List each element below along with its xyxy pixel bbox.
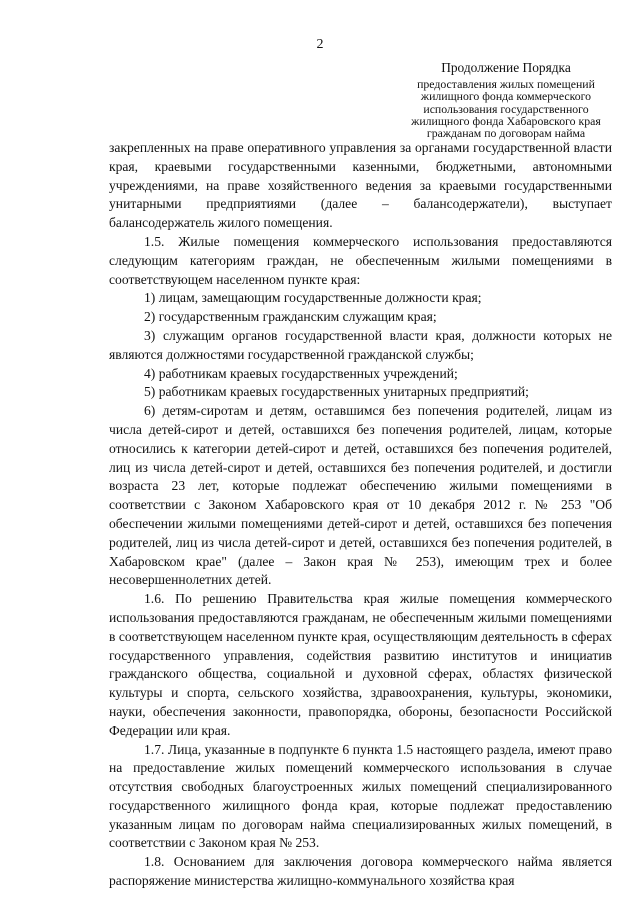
paragraph-continuation: закрепленных на праве оперативного управления за органами государственной власти края, краевыми государственными казенными, бюджетными, автономными учреждениями, на праве хозяйственного ведения за краевыми государственными унитарными предприятиями (далее – балансодержатели), выступает балансодержатель жилого помещения. (109, 140, 612, 231)
paragraph-1-7: 1.7. Лица, указанные в подпункте 6 пункта 1.5 настоящего раздела, имеют право на предоставление жилых помещений коммерческого использования в случае отсутствия свободных благоустроенных жилых помещений специализированного государственного жилищного фонда края, которые подлежат предоставлению указанным лицам по договорам найма специализированных жилых помещений, в соответствии с Законом края № 253. (109, 741, 612, 851)
list-item-5: 5) работникам краевых государственных унитарных предприятий; (144, 384, 529, 400)
header-line: жилищного фонда Хабаровского края (411, 113, 601, 128)
paragraph-1-8: 1.8. Основанием для заключения договора коммерческого найма является распоряжение министерства жилищно-коммунального хозяйства края (109, 854, 612, 889)
header-line: жилищного фонда коммерческого (420, 89, 592, 104)
header-line: использования государственного (423, 101, 589, 116)
list-item-2: 2) государственным гражданским служащим края; (144, 309, 437, 325)
list-item-6: 6) детям-сиротам и детям, оставшимся без попечения родителей, лицам из числа детей-сирот и детей, оставшихся без попечения родителей, лицам, которые относились к категории детей-сирот и детей, оставшихся без попечения родителей, лиц из числа детей-сирот и детей, оставшихся без попечения родителей, и достигли возраста 23 лет, которые подлежат обеспечению жилыми помещениями в соответствии с Законом Хабаровского края от 10 декабря 2012 г. № 253 "Об обеспечении жилыми помещениями детей-сирот и детей, оставшихся без попечения родителей, лиц из числа детей-сирот и детей, оставшихся без попечения родителей, в Хабаровском крае" (далее – Закон края № 253), имеющим трех и более несовершеннолетних детей. (109, 403, 612, 588)
document-header (382, 60, 630, 139)
list-item-1: 1) лицам, замещающим государственные должности края; (144, 290, 482, 306)
paragraph-1-5: 1.5. Жилые помещения коммерческого использования предоставляются следующим категориям граждан, не обеспеченным жилыми помещениями в соответствующем населенном пункте края: (109, 233, 612, 287)
list-item-3: 3) служащим органов государственной власти края, должности которых не являются должностями государственной гражданской службы; (109, 327, 612, 362)
paragraph-1-6: 1.6. По решению Правительства края жилые помещения коммерческого использования предоставляются гражданам, не обеспеченным жилыми помещениями в соответствующем населенном пункте края, осуществляющим деятельность в сферах государственного управления, содействия развитию институтов и инициатив гражданского общества, социальной и духовной сферах, областях физической культуры и спорта, сельского хозяйства, здравоохранения, культуры, экономики, науки, обеспечения законности, правопорядка, обороны, безопасности Российской Федерации или края. (109, 591, 612, 738)
header-line: гражданам по договорам найма (426, 126, 586, 141)
document-body (109, 139, 612, 891)
header-title: Продолжение Порядка (441, 60, 571, 75)
header-line: предоставления жилых помещений (417, 77, 595, 91)
list-item-4: 4) работникам краевых государственных учреждений; (144, 365, 458, 381)
page-number: 2 (316, 37, 324, 52)
